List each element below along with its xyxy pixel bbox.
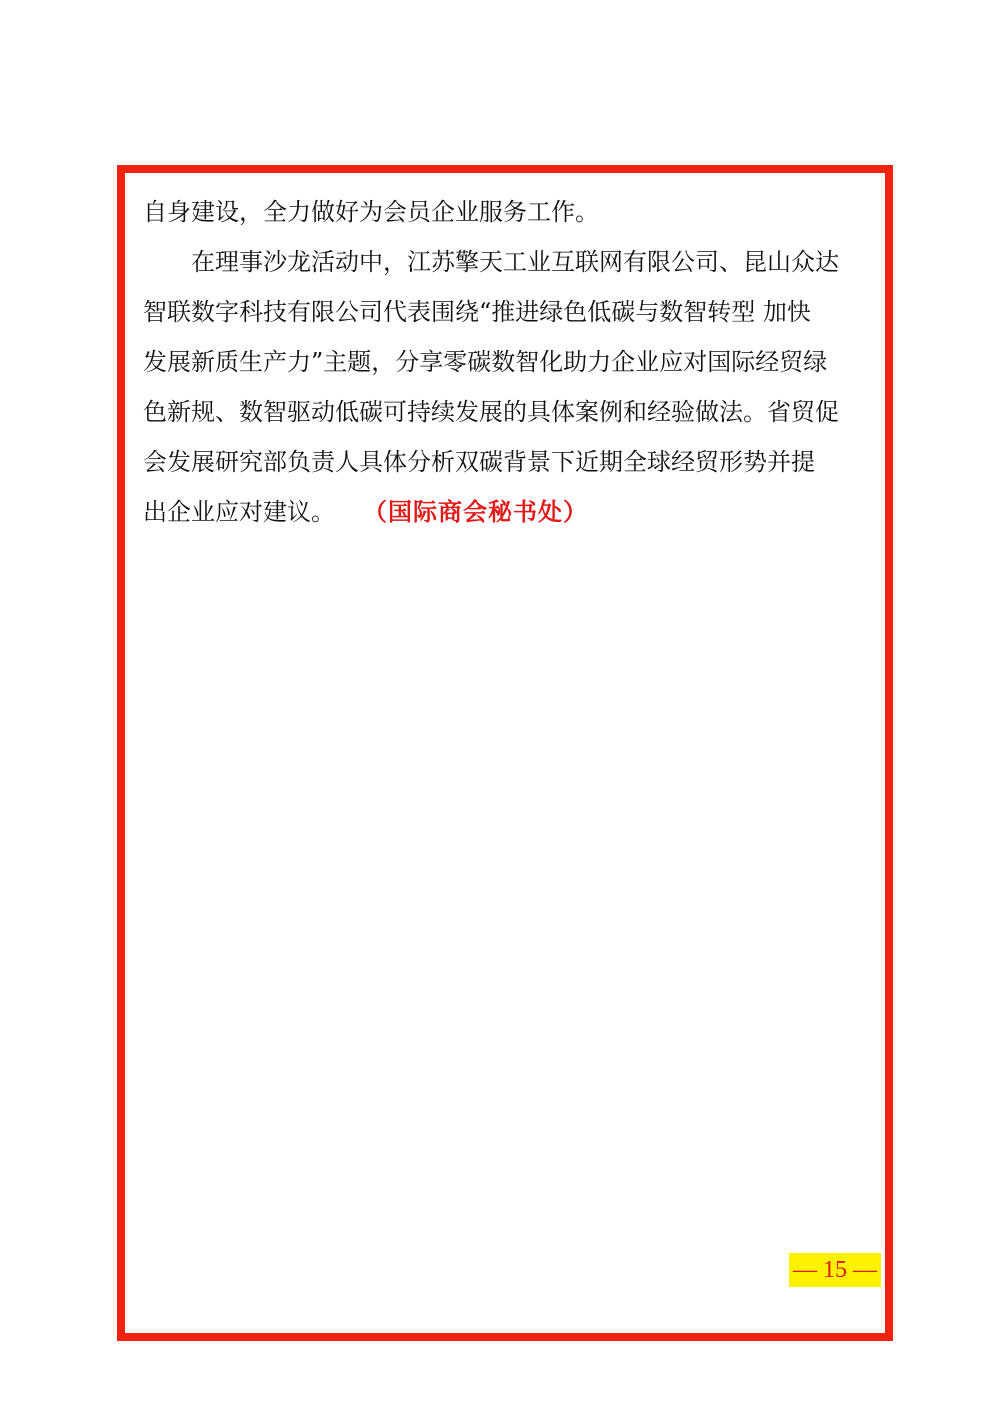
paragraph-line-7-text: 出企业应对建议。 xyxy=(143,498,335,526)
paragraph-line-6: 会发展研究部负责人具体分析双碳背景下近期全球经贸形势并提 xyxy=(143,448,815,476)
paragraph-line-5: 色新规、数智驱动低碳可持续发展的具体案例和经验做法。省贸促 xyxy=(143,398,839,426)
page-number: — 15 — xyxy=(789,1253,881,1287)
paragraph-line-3: 智联数字科技有限公司代表围绕“推进绿色低碳与数智转型 加快 xyxy=(143,298,811,326)
page-border-frame xyxy=(117,165,893,1341)
paragraph-line-4: 发展新质生产力”主题，分享零碳数智化助力企业应对国际经贸绿 xyxy=(143,348,828,376)
paragraph-line-1: 自身建设，全力做好为会员企业服务工作。 xyxy=(143,198,599,226)
paragraph-line-7 xyxy=(143,487,873,537)
source-attribution: （国际商会秘书处） xyxy=(375,497,588,526)
article-body xyxy=(143,187,873,537)
paragraph-line-2: 在理事沙龙活动中，江苏擎天工业互联网有限公司、昆山众达 xyxy=(191,248,839,276)
